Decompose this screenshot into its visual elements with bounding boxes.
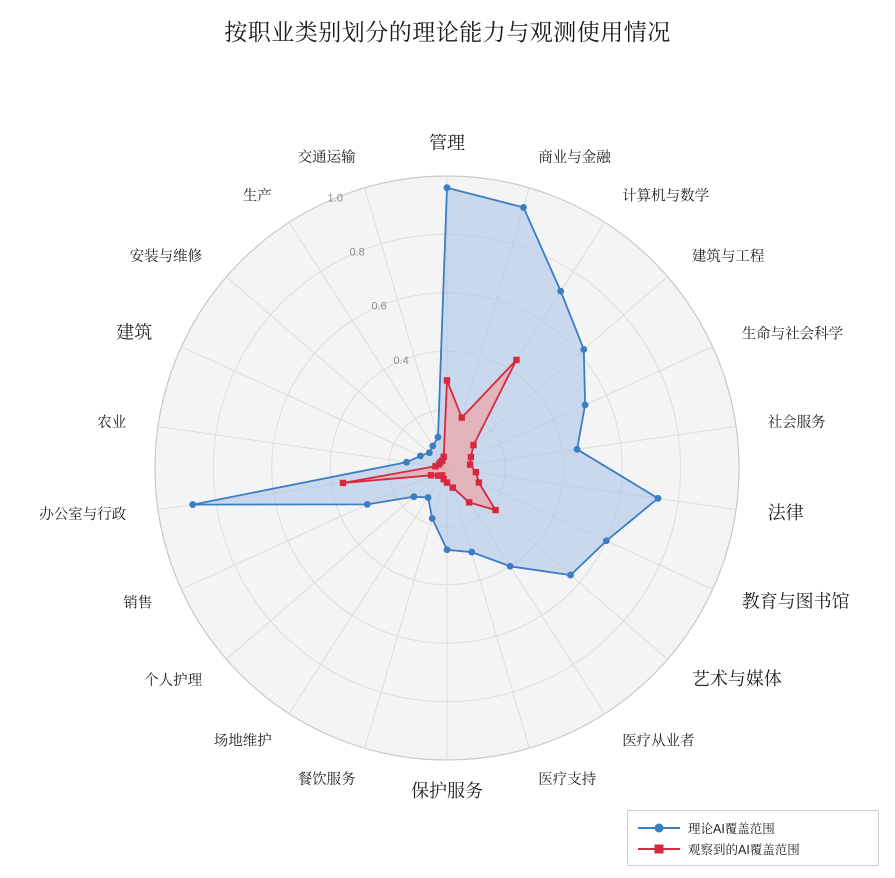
category-label-10: 医疗支持 [538,771,597,788]
radial-tick-1.0: 1.0 [327,192,343,205]
radial-tick-0.4: 0.4 [393,354,409,367]
series-1-point-14 [435,472,441,478]
series-0-point-15 [364,501,371,508]
series-0-point-5 [574,446,581,453]
series-1-point-21 [441,454,447,460]
category-label-6: 法律 [767,503,804,524]
series-0-point-0 [444,184,451,191]
radial-tick-0.6: 0.6 [371,300,387,313]
series-0-point-9 [507,563,514,570]
category-label-12: 餐饮服务 [297,771,356,788]
series-1-point-6 [473,469,479,475]
category-label-3: 建筑与工程 [691,248,765,265]
category-label-17: 农业 [97,414,127,431]
series-1-point-10 [450,484,456,490]
series-0-point-10 [468,549,475,556]
legend-swatch-theoretical [638,827,680,829]
series-0-point-14 [410,493,417,500]
category-label-13: 场地维护 [213,733,272,750]
series-0-point-7 [603,537,610,544]
category-label-0: 管理 [429,133,465,153]
series-1-point-3 [470,442,476,448]
category-label-8: 艺术与媒体 [691,669,782,690]
legend-item-observed[interactable] [638,838,868,859]
category-label-16: 办公室与行政 [39,507,127,524]
series-0-point-18 [417,452,424,459]
category-label-21: 交通运输 [297,150,356,167]
series-0-point-1 [520,204,527,211]
legend-label-theoretical: 理论AI覆盖范围 [688,821,775,836]
series-0-point-3 [580,346,587,353]
series-1-point-8 [492,507,498,513]
series-0-point-4 [582,402,589,409]
category-label-15: 销售 [123,595,153,612]
series-0-point-11 [444,546,451,553]
radial-tick-0.8: 0.8 [349,246,365,259]
category-label-9: 医疗从业者 [622,733,695,750]
series-0-point-13 [425,494,432,501]
category-label-1: 商业与金融 [538,150,611,167]
category-label-4: 生命与社会科学 [741,326,844,343]
category-label-14: 个人护理 [144,673,203,690]
legend-label-observed: 观察到的AI覆盖范围 [688,842,800,857]
series-1-point-1 [459,414,465,420]
series-0-point-17 [403,459,410,466]
series-1-point-7 [476,479,482,485]
series-1-point-16 [340,480,346,486]
series-0-point-12 [429,515,436,522]
series-1-point-5 [467,461,473,467]
category-label-11: 保护服务 [411,781,483,801]
series-0-point-21 [435,434,442,441]
series-0-point-6 [655,495,662,502]
series-0-point-16 [189,501,196,508]
legend-item-theoretical[interactable] [638,817,868,838]
series-0-point-2 [557,288,564,295]
legend-swatch-observed [638,848,680,850]
category-label-18: 建筑 [116,322,153,343]
category-label-19: 安装与维修 [129,248,203,265]
chart-title: 按职业类别划分的理论能力与观测使用情况 [224,19,671,45]
series-0-point-8 [567,572,574,579]
category-label-2: 计算机与数学 [622,188,710,205]
series-1-point-2 [513,357,519,363]
series-1-point-15 [428,472,434,478]
series-0-point-20 [429,442,436,449]
series-1-point-0 [444,377,450,383]
series-1-point-9 [466,499,472,505]
category-label-7: 教育与图书馆 [741,591,850,612]
series-1-point-4 [468,454,474,460]
category-label-5: 社会服务 [767,414,826,431]
category-label-20: 生产 [242,188,272,205]
series-0-point-19 [426,449,433,456]
chart-legend [627,810,879,866]
